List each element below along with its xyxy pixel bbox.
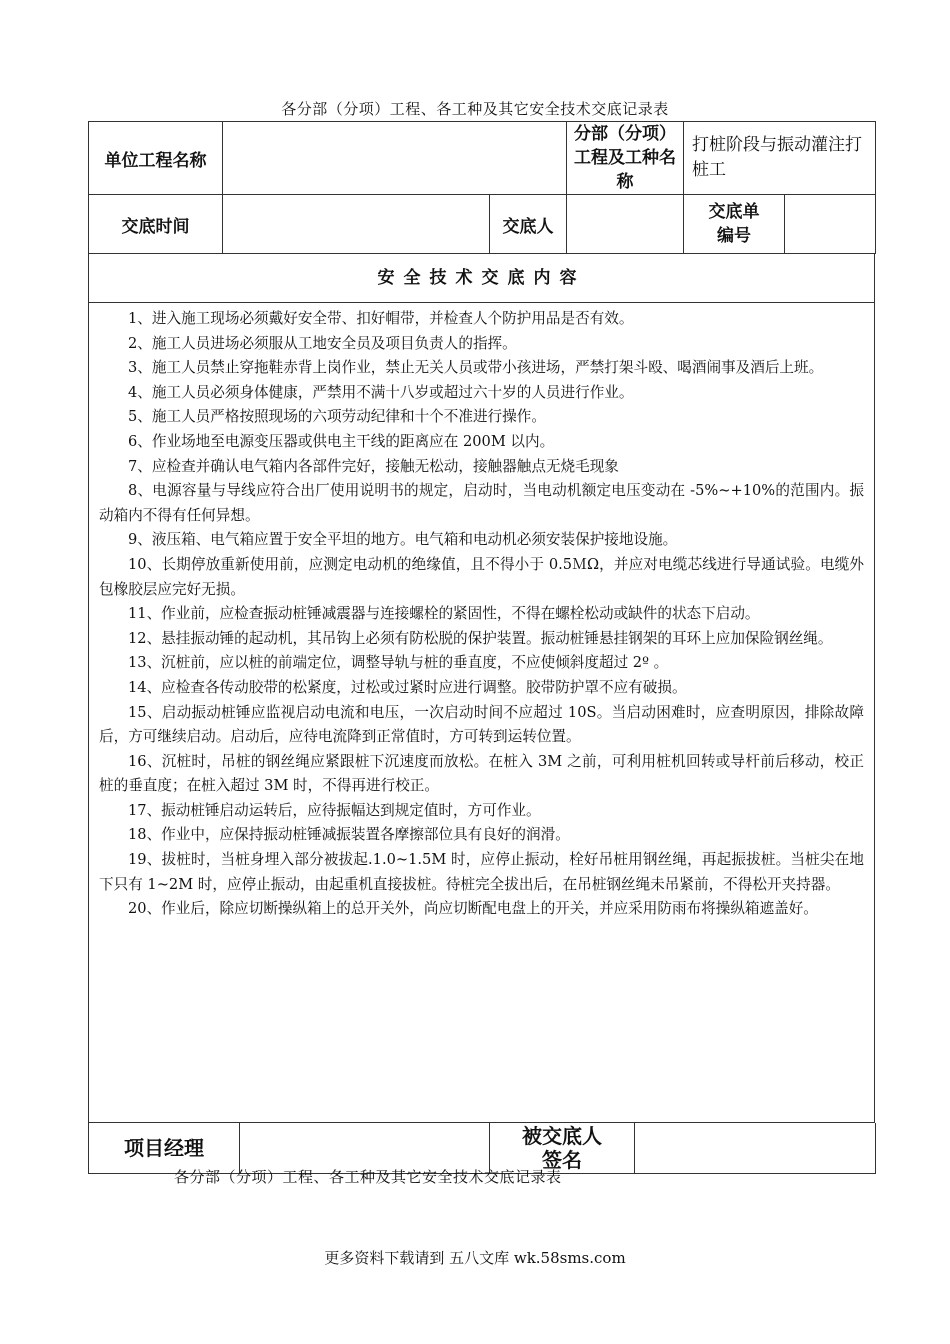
disclosure-time-value[interactable] <box>223 195 490 254</box>
subproject-label <box>567 122 684 195</box>
receiver-signature-value[interactable] <box>635 1123 876 1174</box>
footer-title: 各分部（分项）工程、各工种及其它安全技术交底记录表 <box>174 1168 562 1186</box>
content-item: 16、沉桩时，吊桩的钢丝绳应紧跟桩下沉速度而放松。在桩入 3M 之前，可利用桩机回转或导杆前后移动，校正桩的垂直度；在桩入超过 3M 时，不得再进行校正。 <box>99 752 864 795</box>
content-item: 20、作业后，除应切断操纵箱上的总开关外，尚应切断配电盘上的开关，并应采用防雨布将操纵箱遮盖好。 <box>128 900 818 918</box>
content-item: 17、振动桩锤启动运转后，应待振幅达到规定值时，方可作业。 <box>128 801 541 819</box>
content-item: 10、长期停放重新使用前，应测定电动机的绝缘值，且不得小于 0.5ＭΩ，并应对电缆芯线进行导通试验。电缆外包橡胶层应完好无损。 <box>99 555 864 598</box>
safety-content <box>88 303 875 1123</box>
content-item: 14、应检查各传动胶带的松紧度，过松或过紧时应进行调整。胶带防护罩不应有破损。 <box>128 678 687 696</box>
disclosure-number-label-line2: 编号 <box>717 226 751 246</box>
receiver-signature-label-line1: 被交底人 <box>522 1124 602 1148</box>
content-item: 18、作业中，应保持振动桩锤减振装置各摩擦部位具有良好的润滑。 <box>128 826 570 844</box>
receiver-signature-label-line2: 签名 <box>542 1148 582 1172</box>
disclosure-time-label: 交底时间 <box>89 195 223 254</box>
subproject-value[interactable]: 打桩阶段与振动灌注打桩工 <box>684 122 876 195</box>
section-title: 安全技术交底内容 <box>88 254 875 303</box>
disclosure-form <box>88 121 875 1174</box>
subproject-label-line1: 分部（分项） <box>574 124 676 144</box>
content-item: 4、施工人员必须身体健康，严禁用不满十八岁或超过六十岁的人员进行作业。 <box>128 383 634 401</box>
project-manager-label: 项目经理 <box>89 1123 240 1174</box>
header-table <box>88 121 876 254</box>
content-item: 9、液压箱、电气箱应置于安全平坦的地方。电气箱和电动机必须安装保护接地设施。 <box>128 531 678 549</box>
content-item: 12、悬挂振动锤的起动机，其吊钩上必须有防松脱的保护装置。振动桩锤悬挂钢架的耳环上应加保险钢丝绳。 <box>128 629 833 647</box>
subproject-label-line2: 工程及工种名称 <box>574 148 676 192</box>
content-item: 15、启动振动桩锤应监视启动电流和电压，一次启动时间不应超过 10S。当启动困难时，应查明原因，排除故障后，方可继续启动。启动后，应待电流降到正常值时，方可转到运转位置。 <box>99 703 864 746</box>
content-item: 8、电源容量与导线应符合出厂使用说明书的规定，启动时，当电动机额定电压变动在 -5%~+10%的范围内。振动箱内不得有任何异想。 <box>99 482 864 524</box>
content-item: 13、沉桩前，应以桩的前端定位，调整导轨与桩的垂直度，不应使倾斜度超过 2º 。 <box>128 654 669 672</box>
disclosure-number-value[interactable] <box>785 195 876 254</box>
content-item: 6、作业场地至电源变压器或供电主干线的距离应在 200M 以内。 <box>128 432 555 450</box>
download-note: 更多资料下载请到 五八文库 wk.58sms.com <box>324 1249 626 1267</box>
content-item: 11、作业前，应检查振动桩锤减震器与连接螺栓的紧固性，不得在螺栓松动或缺件的状态下启动。 <box>128 605 760 623</box>
discloser-value[interactable] <box>567 195 684 254</box>
content-item: 5、施工人员严格按照现场的六项劳动纪律和十个不准进行操作。 <box>128 408 546 426</box>
content-item: 1、进入施工现场必须戴好安全带、扣好帽带，并检查人个防护用品是否有效。 <box>128 310 634 327</box>
content-item: 2、施工人员进场必须服从工地安全员及项目负责人的指挥。 <box>128 334 517 352</box>
discloser-label: 交底人 <box>490 195 567 254</box>
unit-name-value[interactable] <box>223 122 567 195</box>
document-title: 各分部（分项）工程、各工种及其它安全技术交底记录表 <box>281 100 669 118</box>
disclosure-number-label <box>684 195 785 254</box>
content-item: 7、应检查并确认电气箱内各部件完好，接触无松动，接触器触点无烧毛现象 <box>128 457 619 475</box>
disclosure-number-label-line1: 交底单 <box>708 202 760 222</box>
content-item: 19、拔桩时，当桩身埋入部分被拔起.1.0~1.5M 时，应停止振动，栓好吊桩用钢丝绳，再起振拔桩。当桩尖在地下只有 1~2M 时，应停止振动，由起重机直接拔桩。待桩完全拔出后，在吊桩钢丝绳未吊紧前，不得松开夹持器。 <box>99 851 864 893</box>
unit-name-label: 单位工程名称 <box>89 122 223 195</box>
content-item: 3、施工人员禁止穿拖鞋赤背上岗作业，禁止无关人员或带小孩进场，严禁打架斗殴、喝酒闹事及酒后上班。 <box>128 359 824 377</box>
